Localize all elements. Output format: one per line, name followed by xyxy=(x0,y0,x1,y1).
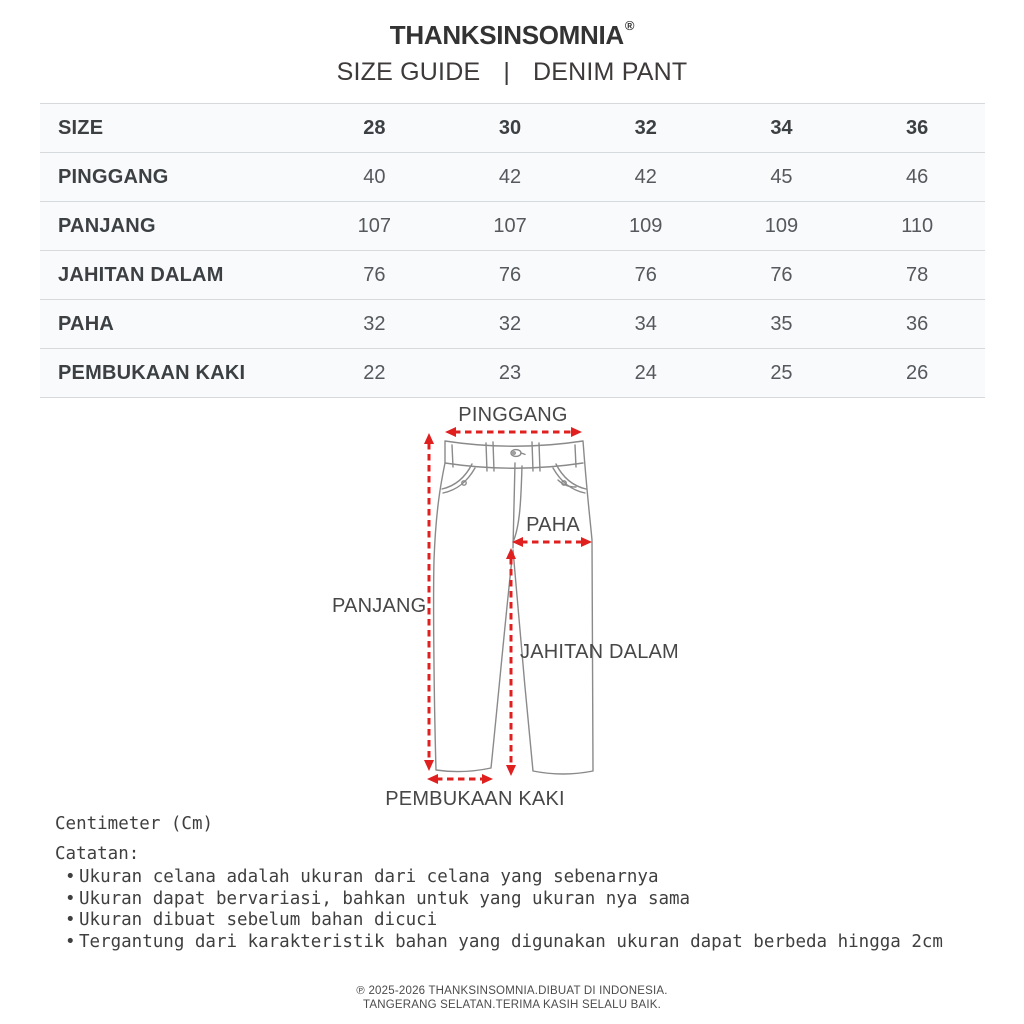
size-column-header: 32 xyxy=(578,104,714,153)
cell-value: 76 xyxy=(442,251,578,300)
waistband-line xyxy=(445,463,583,468)
fly-stitch xyxy=(513,463,522,548)
table-row xyxy=(40,202,985,251)
table-row xyxy=(40,349,985,398)
cell-value: 42 xyxy=(442,153,578,202)
right-pocket xyxy=(553,464,586,493)
cell-value: 32 xyxy=(306,300,442,349)
cell-value: 34 xyxy=(578,300,714,349)
bullet-icon: • xyxy=(65,888,76,909)
cell-value: 76 xyxy=(578,251,714,300)
note-item xyxy=(55,932,943,954)
cell-value: 36 xyxy=(849,300,985,349)
size-column-header: 34 xyxy=(714,104,850,153)
header xyxy=(0,18,1024,87)
cell-value: 107 xyxy=(306,202,442,251)
footer-line1: ℗ 2025-2026 THANKSINSOMNIA.DIBUAT DI INDONESIA. xyxy=(356,985,668,997)
row-label: SIZE xyxy=(40,104,306,153)
footer-line2: TANGERANG SELATAN.TERIMA KASIH SELALU BAIK. xyxy=(362,999,662,1011)
cell-value: 78 xyxy=(849,251,985,300)
table-row xyxy=(40,300,985,349)
cell-value: 26 xyxy=(849,349,985,398)
cell-value: 40 xyxy=(306,153,442,202)
note-item xyxy=(55,867,943,889)
cell-value: 42 xyxy=(578,153,714,202)
thigh-label: PAHA xyxy=(526,514,580,536)
bullet-icon: • xyxy=(65,910,76,930)
arrowheads xyxy=(424,427,592,784)
table-row xyxy=(40,153,985,202)
note-item xyxy=(55,889,943,911)
row-label: PINGGANG xyxy=(40,153,306,202)
size-header-row xyxy=(40,104,985,153)
size-column-header: 28 xyxy=(306,104,442,153)
length-label: PANJANG xyxy=(332,595,427,617)
bullet-icon: • xyxy=(65,931,76,952)
size-table-body xyxy=(40,104,985,398)
brand-title xyxy=(0,18,1024,51)
cell-value: 32 xyxy=(442,300,578,349)
size-column-header: 30 xyxy=(442,104,578,153)
note-text: Ukuran celana adalah ukuran dari celana yang sebenarnya xyxy=(79,867,659,887)
pants-outline xyxy=(434,441,593,774)
button-tail xyxy=(521,453,525,454)
cell-value: 109 xyxy=(578,202,714,251)
cell-value: 25 xyxy=(714,349,850,398)
notes-section xyxy=(55,814,943,953)
note-text: Ukuran dibuat sebelum bahan dicuci xyxy=(79,910,438,930)
note-text: Tergantung dari karakteristik bahan yang digunakan ukuran dapat berbeda hingga 2cm xyxy=(79,931,943,952)
cell-value: 23 xyxy=(442,349,578,398)
subtitle-separator: | xyxy=(503,58,511,86)
note-item xyxy=(55,910,943,932)
measurement-diagram xyxy=(315,400,695,818)
size-column-header: 36 xyxy=(849,104,985,153)
subtitle-denim-pant: DENIM PANT xyxy=(533,58,688,86)
size-table xyxy=(40,103,985,398)
page-title xyxy=(0,58,1024,87)
subtitle-size-guide: SIZE GUIDE xyxy=(336,58,481,86)
notes-list xyxy=(55,867,943,953)
button-hole xyxy=(513,452,515,454)
inseam-label: JAHITAN DALAM xyxy=(520,641,679,663)
left-pocket xyxy=(442,464,475,493)
leg-opening-label: PEMBUKAAN KAKI xyxy=(385,788,565,810)
note-text: Ukuran dapat bervariasi, bahkan untuk yang ukuran nya sama xyxy=(79,888,691,909)
unit-label: Centimeter (Cm) xyxy=(55,814,214,834)
footer xyxy=(0,984,1024,1012)
row-label: PAHA xyxy=(40,300,306,349)
cell-value: 46 xyxy=(849,153,985,202)
cell-value: 45 xyxy=(714,153,850,202)
cell-value: 24 xyxy=(578,349,714,398)
cell-value: 76 xyxy=(714,251,850,300)
table-row xyxy=(40,251,985,300)
row-label: JAHITAN DALAM xyxy=(40,251,306,300)
registered-trademark-icon: ® xyxy=(624,18,635,33)
brand-name: THANKSINSOMNIA xyxy=(389,20,624,50)
row-label: PANJANG xyxy=(40,202,306,251)
cell-value: 110 xyxy=(849,202,985,251)
cell-value: 22 xyxy=(306,349,442,398)
cell-value: 35 xyxy=(714,300,850,349)
cell-value: 107 xyxy=(442,202,578,251)
row-label: PEMBUKAAN KAKI xyxy=(40,349,306,398)
bullet-icon: • xyxy=(65,867,76,887)
waist-label: PINGGANG xyxy=(458,404,568,426)
notes-heading: Catatan: xyxy=(55,844,140,864)
cell-value: 109 xyxy=(714,202,850,251)
cell-value: 76 xyxy=(306,251,442,300)
